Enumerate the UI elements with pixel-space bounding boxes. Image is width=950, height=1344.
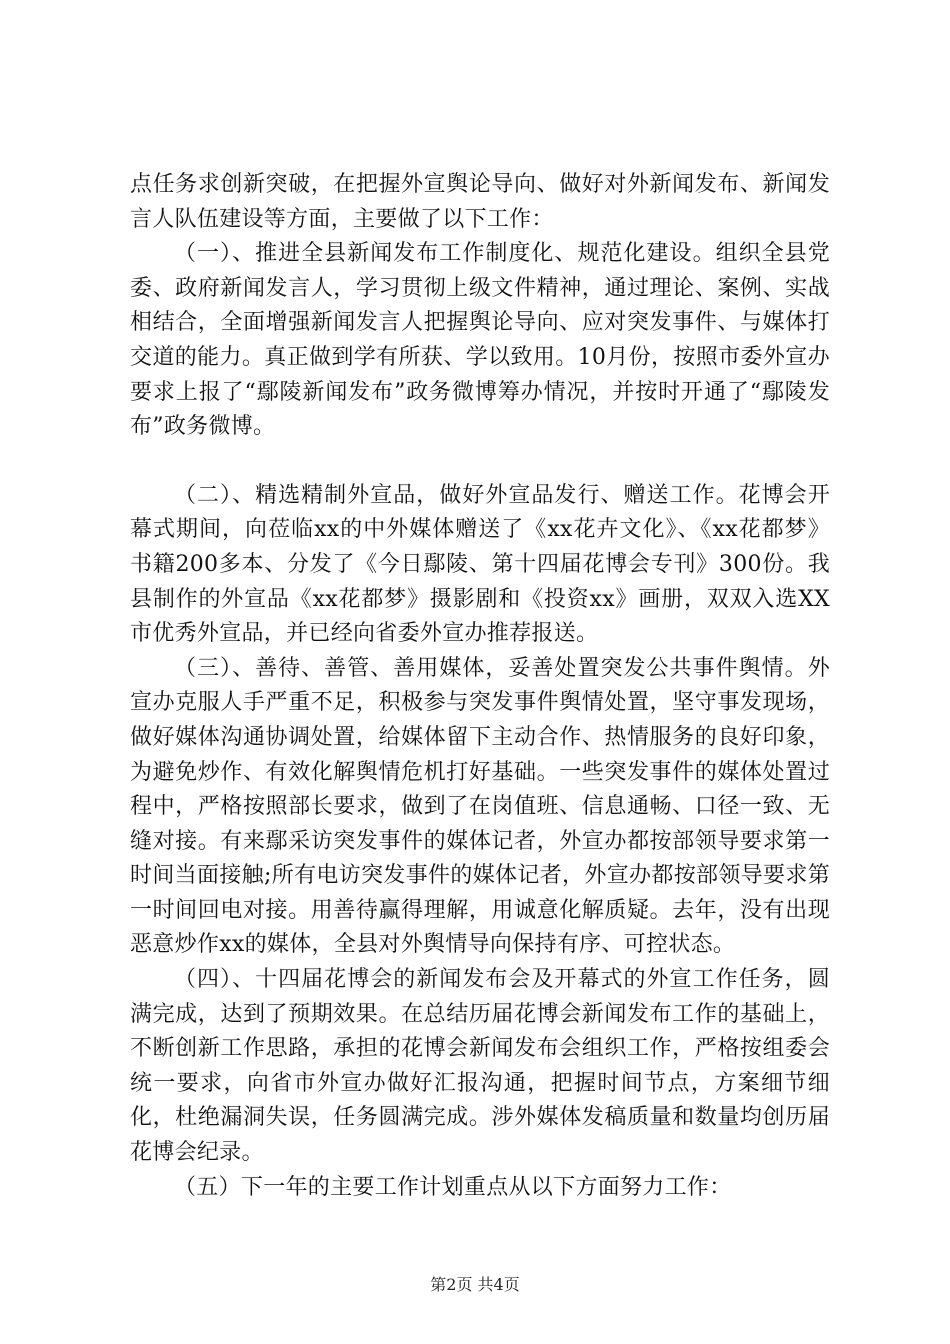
paragraph-section-2: （二）、精选精制外宣品，做好外宣品发行、赠送工作。花博会开幕式期间，向莅临xx的中外媒体赠送了《xx花卉文化》、《xx花都梦》书籍200多本、分发了《今日鄢陵、第十四届花博会专刊》300份。我县制作的外宣品《xx花都梦》摄影剧和《投资xx》画册，双双入选XX市优秀外宣品，并已经向省委外宣办推荐报送。 (130, 482, 830, 647)
paragraph-section-4: （四）、十四届花博会的新闻发布会及开幕式的外宣工作任务，圆满完成，达到了预期效果。在总结历届花博会新闻发布工作的基础上，不断创新工作思路，承担的花博会新闻发布会组织工作，严格按组委会统一要求，向省市外宣办做好汇报沟通，把握时间节点，方案细节细化，杜绝漏洞失误，任务圆满完成。涉外媒体发稿质量和数量均创历届花博会纪录。 (130, 967, 830, 1166)
paragraph-intro: 点任务求创新突破，在把握外宣舆论导向、做好对外新闻发布、新闻发言人队伍建设等方面，主要做了以下工作： (130, 172, 830, 232)
document-body (130, 168, 830, 1205)
page-number-footer: 第2页 共4页 (430, 1275, 520, 1294)
paragraph-section-3: （三）、善待、善管、善用媒体，妥善处置突发公共事件舆情。外宣办克服人手严重不足，积极参与突发事件舆情处置，坚守事发现场，做好媒体沟通协调处置，给媒体留下主动合作、热情服务的良好印象，为避免炒作、有效化解舆情危机打好基础。一些突发事件的媒体处置过程中，严格按照部长要求，做到了在岗值班、信息通畅、口径一致、无缝对接。有来鄢采访突发事件的媒体记者，外宣办都按部领导要求第一时间当面接触;所有电访突发事件的媒体记者，外宣办都按部领导要求第一时间回电对接。用善待赢得理解，用诚意化解质疑。去年，没有出现恶意炒作xx的媒体，全县对外舆情导向保持有序、可控状态。 (130, 655, 830, 958)
paragraph-section-5: （五）下一年的主要工作计划重点从以下方面努力工作： (174, 1174, 732, 1200)
paragraph-section-1: （一）、推进全县新闻发布工作制度化、规范化建设。组织全县党委、政府新闻发言人，学习贯彻上级文件精神，通过理论、案例、实战相结合，全面增强新闻发言人把握舆论导向、应对突发事件、与媒体打交道的能力。真正做到学有所获、学以致用。10月份，按照市委外宣办要求上报了“鄢陵新闻发布”政务微博筹办情况，并按时开通了“鄢陵发布”政务微博。 (130, 241, 830, 440)
